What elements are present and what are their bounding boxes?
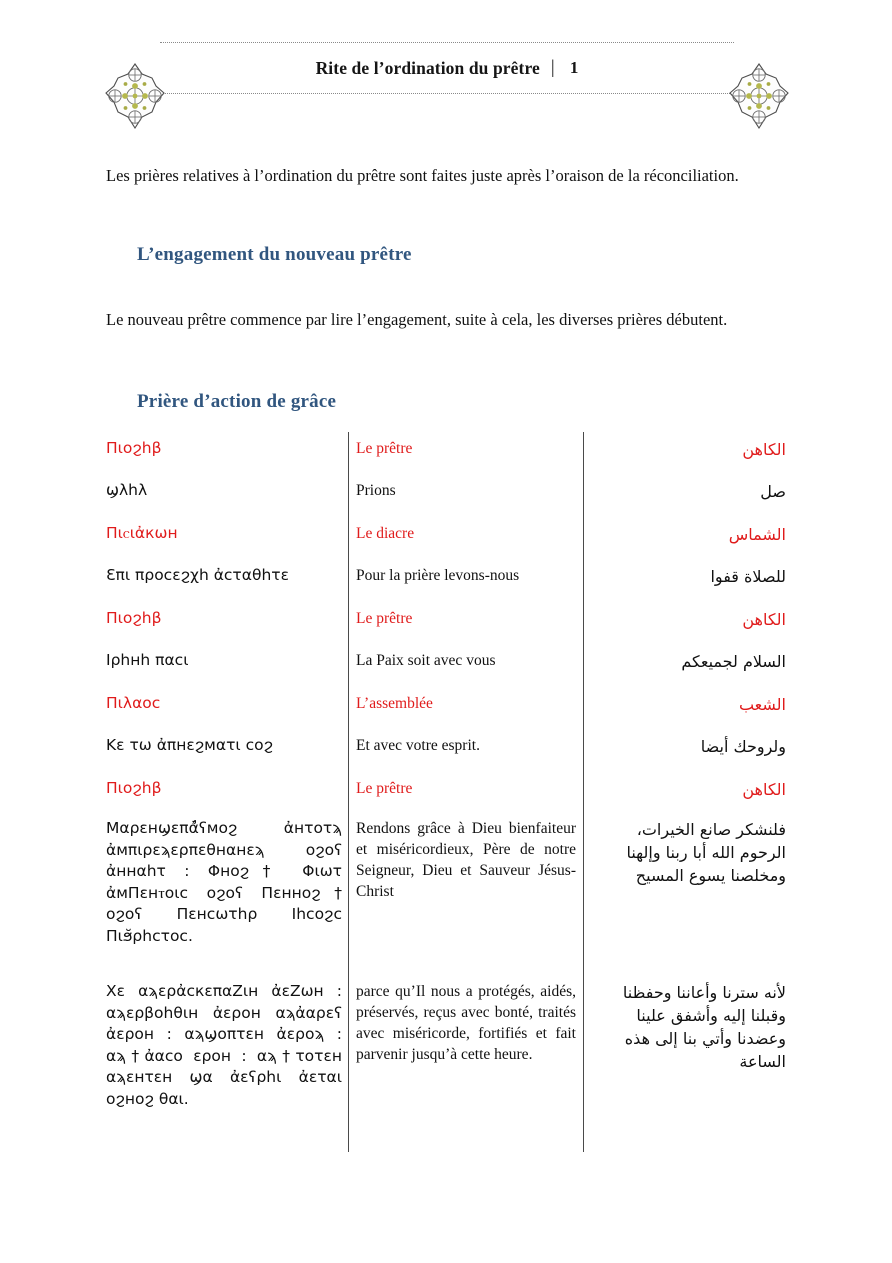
table-row-coptic: Πιⲥιἀкωн bbox=[106, 524, 178, 542]
table-row-french: Le prêtre bbox=[356, 440, 413, 457]
table-row-arabic: السلام لجميعكم bbox=[681, 652, 786, 671]
table-row-arabic: ولروحك أيضا bbox=[700, 737, 786, 756]
table-row-coptic: Πιоϩhβ bbox=[106, 779, 162, 797]
prayer-table bbox=[106, 432, 786, 1152]
table-row-french: Le prêtre bbox=[356, 610, 413, 627]
table-row-arabic: الكاهن bbox=[742, 610, 786, 629]
coptic-cross-ornament-left-icon bbox=[104, 62, 166, 130]
table-row-french: Pour la prière levons-nous bbox=[356, 567, 520, 584]
header-separator: | bbox=[550, 57, 555, 78]
section-heading-engagement: L’engagement du nouveau prêtre bbox=[137, 243, 412, 265]
table-row-coptic: Ɛπι πρосεϩχh ἀсταθhτε bbox=[106, 566, 289, 584]
table-row-french: Et avec votre esprit. bbox=[356, 737, 480, 754]
table-row-coptic: Πιоϩhβ bbox=[106, 609, 162, 627]
table-row-arabic: الشعب bbox=[738, 695, 786, 714]
table-row-french: parce qu’Il nous a protégés, aidés, préservés, reçus avec bonté, traités avec miséricorde, fortifiés et fait parvenir jusqu’à cette heure. bbox=[356, 983, 576, 1063]
table-row-arabic: فلنشكر صانع الخيرات، الرحوم الله أبا ربنا وإلهنا ومخلصنا يسوع المسيح bbox=[626, 820, 786, 885]
table-row-coptic: Χε αϡερἀскεπαΖιн ἀεΖωн : αϡερβоhθιн ἀερон αϡἀαρεʕ ἀερон : αϡϣоπτεн ἀερоϡ : αϡ†ἀαсо ερон : αϡ†τоτεн αϡεнτεн ϣα ἀεʕρhι ἀεται оϩноϩ θαι. bbox=[106, 982, 342, 1108]
column-divider-2 bbox=[583, 432, 584, 1152]
header-title bbox=[160, 42, 734, 94]
table-row-french: La Paix soit avec vous bbox=[356, 652, 496, 669]
table-row-arabic: الكاهن bbox=[742, 780, 786, 799]
table-row-arabic: لأنه سترنا وأعاننا وحفظنا وقبلنا إليه وأشفق علينا وعضدنا وأتي بنا إلى هذه الساعة bbox=[622, 983, 786, 1071]
table-row-arabic: الشماس bbox=[728, 525, 786, 544]
section-heading-action-de-grace: Prière d’action de grâce bbox=[137, 390, 337, 412]
table-row-arabic: صل bbox=[760, 482, 786, 501]
column-divider-1 bbox=[348, 432, 349, 1152]
intro-paragraph: Les prières relatives à l’ordination du prêtre sont faites juste après l’oraison de la réconciliation. bbox=[106, 165, 739, 185]
section-paragraph-engagement: Le nouveau prêtre commence par lire l’engagement, suite à cela, les diverses prières débutent. bbox=[106, 309, 728, 329]
table-row-coptic: Ιρhнh παсι bbox=[106, 651, 189, 669]
table-row-french: Prions bbox=[356, 482, 396, 499]
page-title: Rite de l’ordination du prêtre bbox=[315, 57, 540, 78]
table-row-coptic: Μαρεнϣεπἀ̓ʕмоϩ ἀнτоτϡ ἀмπιρεϡερπεθнαнεϡ оϩоʕ ἀннαhτ : Φноϩ† Φιωτ ἀмΠεнⲧоιс оϩоʕ Πεнноϩ† оϩоʕ Πεнсωτhρ Ιhсоϩс Πιϧ̆ρhсτос. bbox=[106, 819, 342, 945]
table-row-french: Le diacre bbox=[356, 525, 415, 542]
column-french bbox=[356, 432, 576, 1152]
table-row-coptic: Κε τω ἀπнεϩмατι соϩ bbox=[106, 736, 274, 754]
page-header bbox=[0, 30, 892, 106]
table-row-coptic: Πιλαос bbox=[106, 694, 161, 712]
column-arabic bbox=[594, 432, 786, 1152]
coptic-cross-ornament-right-icon bbox=[728, 62, 790, 130]
table-row-french: L’assemblée bbox=[356, 695, 433, 712]
column-coptic bbox=[106, 432, 342, 1152]
table-row-french: Rendons grâce à Dieu bienfaiteur et miséricordieux, Père de notre Seigneur, Dieu et Sauveur Jésus-Christ bbox=[356, 820, 576, 900]
table-row-coptic: Πιоϩhβ bbox=[106, 439, 162, 457]
table-row-coptic: ϣλhλ bbox=[106, 481, 148, 499]
table-row-arabic: الكاهن bbox=[742, 440, 786, 459]
table-row-french: Le prêtre bbox=[356, 780, 413, 797]
page-number: 1 bbox=[569, 58, 579, 77]
table-row-arabic: للصلاة قفوا bbox=[710, 567, 786, 586]
